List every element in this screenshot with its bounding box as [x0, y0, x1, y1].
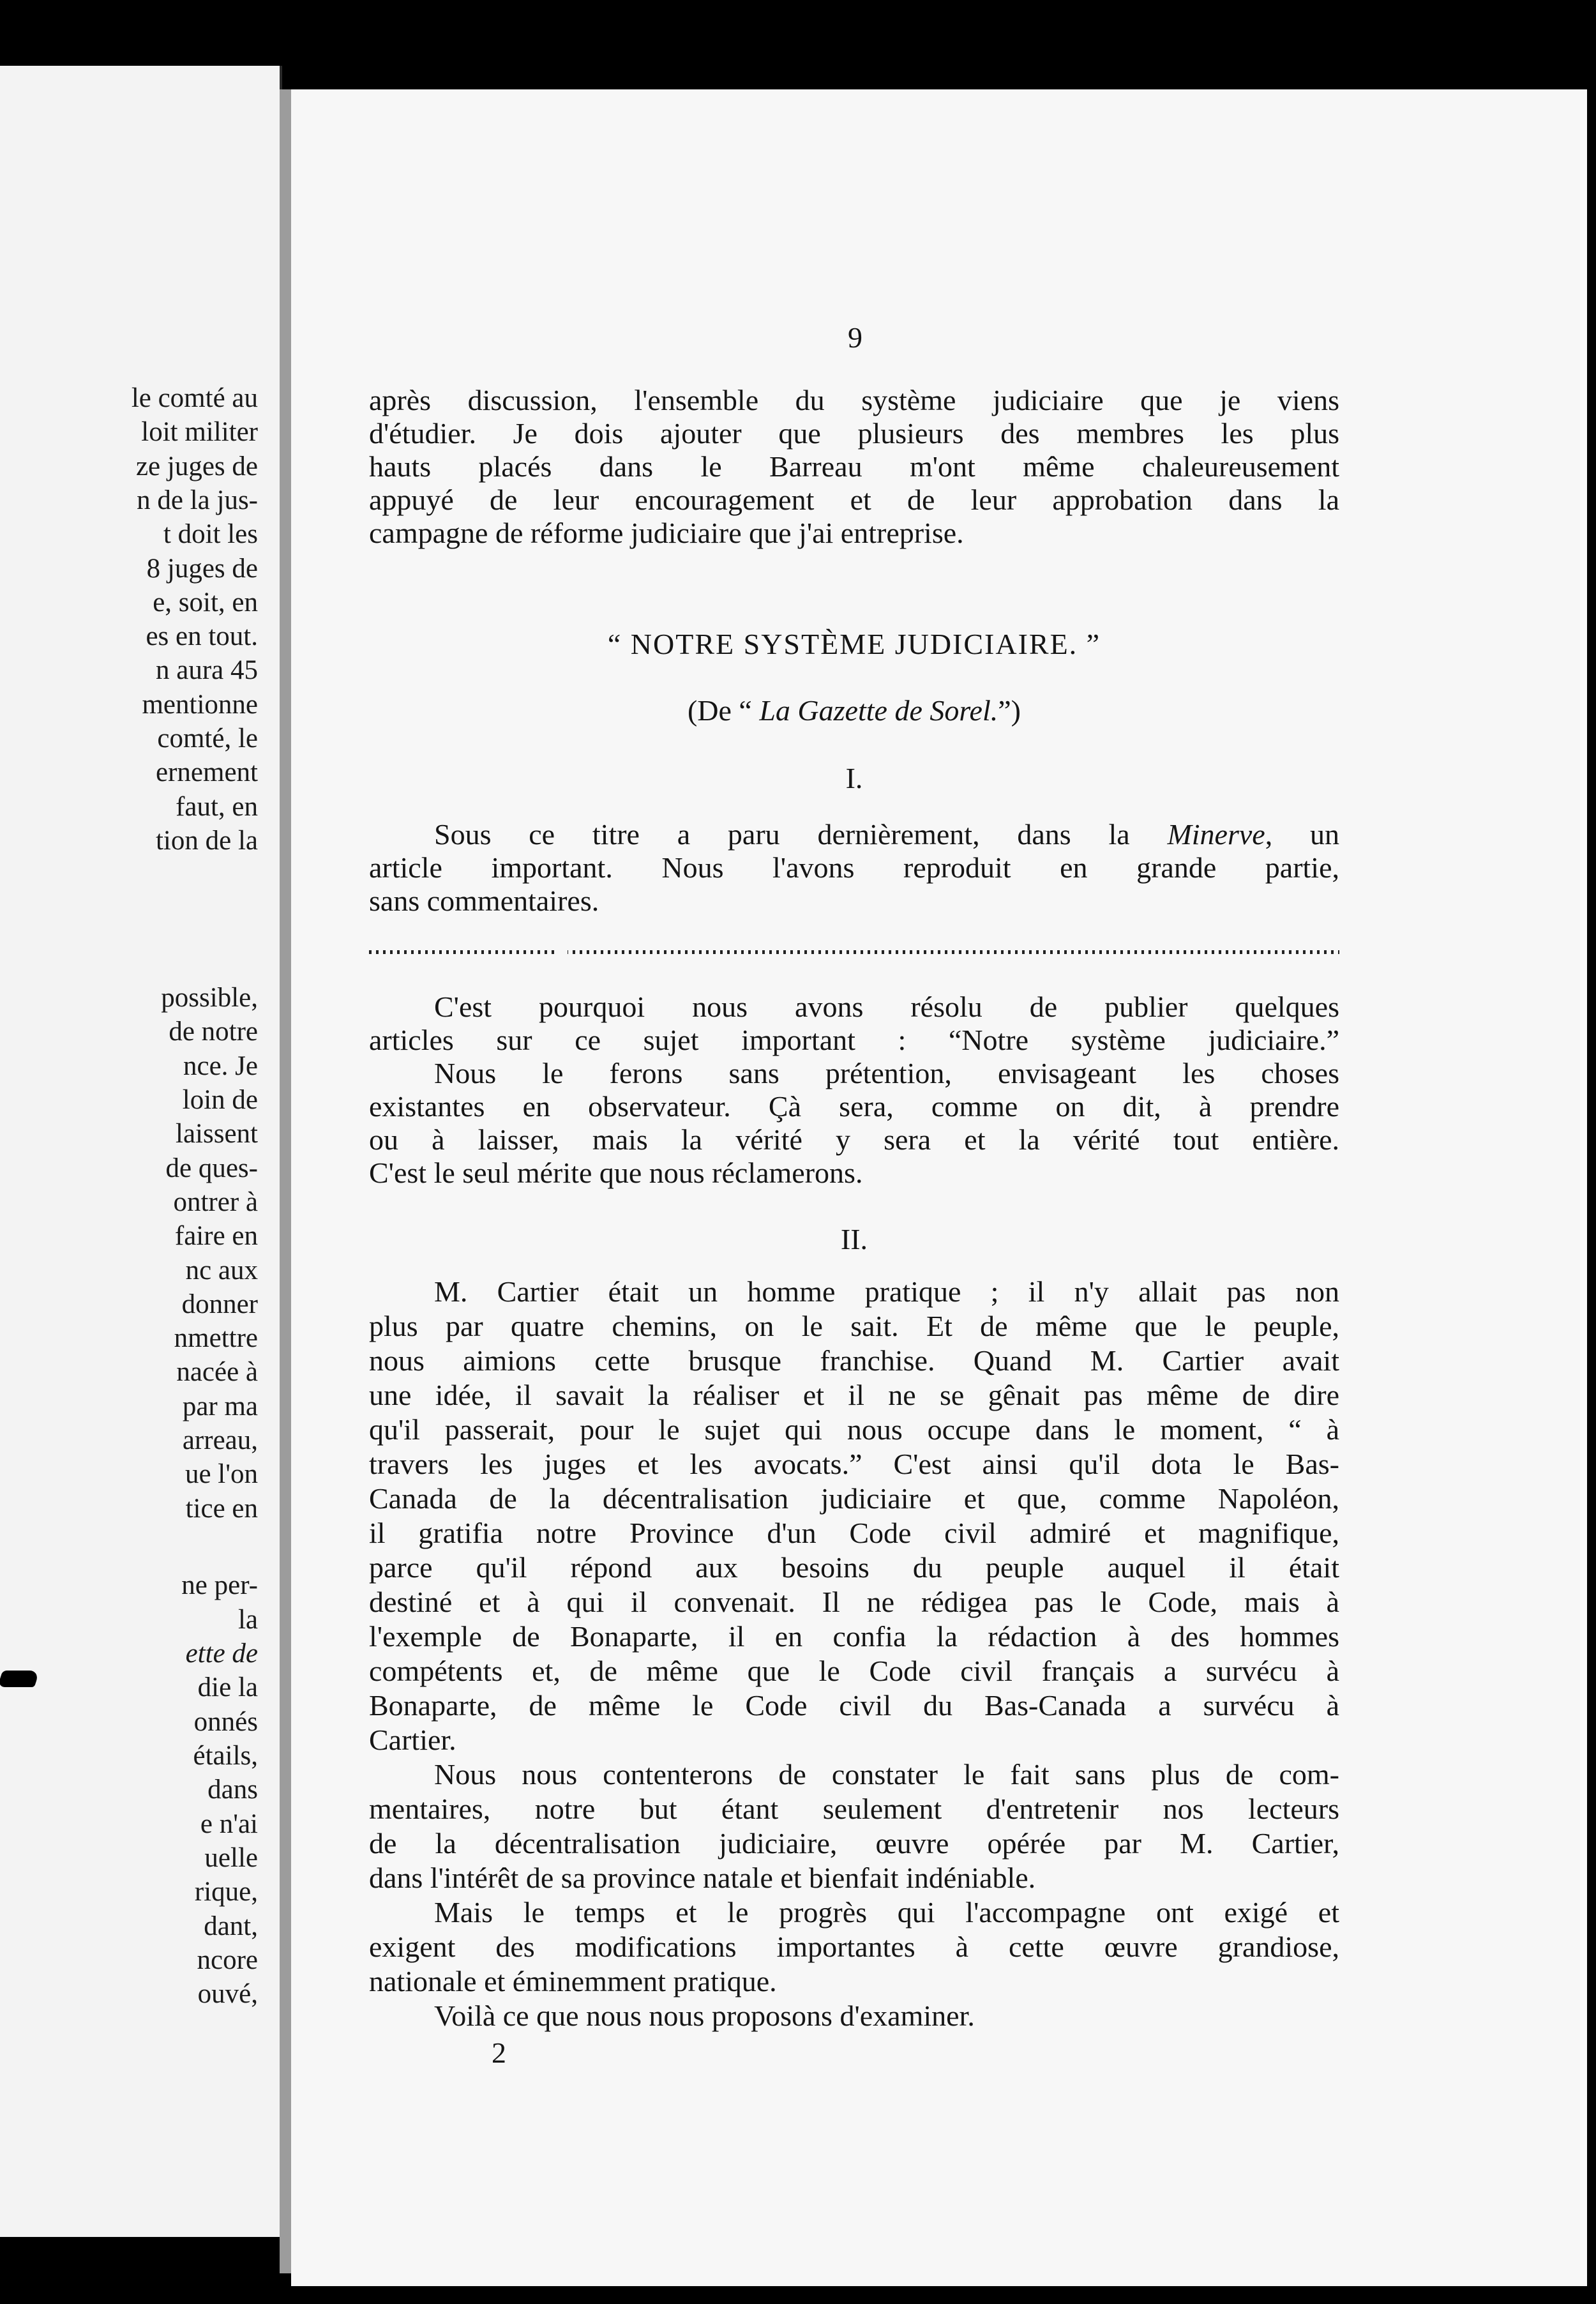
intro-line: d'étudier. Je dois ajouter que plusieurs des membres les plus	[369, 417, 1339, 450]
ink-blot-mark	[0, 1671, 40, 1687]
left-page-fragment: nacée à	[176, 1357, 258, 1387]
left-page-fragment: loin de	[182, 1085, 258, 1115]
section-2-line: Voilà ce que nous nous proposons d'examiner.	[434, 1999, 975, 2032]
left-page-fragment: comté, le	[157, 724, 258, 754]
left-page-fragment: faire en	[174, 1221, 258, 1251]
section-2-line: nationale et éminemment pratique.	[369, 1965, 777, 1997]
left-page-fragment: e n'ai	[200, 1809, 258, 1839]
left-page-fragment: onnés	[193, 1707, 258, 1737]
left-page-fragment: t doit les	[163, 519, 258, 549]
left-page-fragment: ontrer à	[173, 1187, 258, 1217]
left-page-fragment: loit militer	[141, 417, 258, 447]
left-page-fragment: ze juges de	[135, 451, 258, 481]
section-1-line: article important. Nous l'avons reproduit en grande partie,	[369, 851, 1339, 884]
intro-line: campagne de réforme judiciaire que j'ai entreprise.	[369, 517, 964, 549]
left-page-fragment: ernement	[156, 757, 258, 787]
left-page-fragment: possible,	[161, 983, 258, 1013]
left-page-fragment: arreau,	[182, 1425, 258, 1455]
left-page-fragment: dant,	[204, 1911, 258, 1941]
section-1b-line: C'est le seul mérite que nous réclamerons.	[369, 1156, 863, 1189]
left-page-fragment: donner	[181, 1289, 258, 1319]
left-page-fragment: le comté au	[131, 383, 258, 413]
left-page-fragment: dans	[207, 1775, 258, 1805]
section-2-line: compétents et, de même que le Code civil français a survécu à	[369, 1655, 1339, 1687]
source-name: La Gazette de Sorel.	[759, 694, 998, 727]
section-2-line: destiné et à qui il convenait. Il ne rédigea pas le Code, mais à	[369, 1586, 1339, 1618]
section-2-line: exigent des modifications importantes à cette œuvre grandiose,	[369, 1930, 1339, 1963]
section-2-line: nous aimions cette brusque franchise. Quand M. Cartier avait	[369, 1344, 1339, 1377]
left-page-fragment: ue l'on	[184, 1459, 258, 1489]
section-2-line: M. Cartier était un homme pratique ; il n'y allait pas non	[434, 1275, 1339, 1308]
article-title: “ NOTRE SYSTÈME JUDICIAIRE. ”	[607, 628, 1101, 660]
left-page-fragment: ne per-	[181, 1570, 258, 1600]
section-2-line: mentaires, notre but étant seulement d'entretenir nos lecteurs	[369, 1792, 1339, 1825]
left-page-fragment: n de la jus-	[137, 485, 258, 515]
left-page-fragment: étails,	[193, 1741, 258, 1771]
section-heading-2: II.	[840, 1223, 868, 1255]
section-heading-1: I.	[845, 762, 863, 794]
left-page-fragment: de notre	[169, 1017, 258, 1047]
left-page-fragment: par ma	[182, 1391, 258, 1421]
article-source: (De “ La Gazette de Sorel.”)	[687, 694, 1021, 727]
left-page-fragment: tice en	[185, 1494, 258, 1524]
journal-name: Minerve	[1167, 818, 1265, 851]
intro-line: après discussion, l'ensemble du système judiciaire que je viens	[369, 384, 1339, 416]
left-page-fragment: nce. Je	[183, 1051, 258, 1081]
section-2-line: Bonaparte, de même le Code civil du Bas-Canada a survécu à	[369, 1689, 1339, 1722]
section-1b-line: C'est pourquoi nous avons résolu de publier quelques	[434, 990, 1339, 1023]
intro-line: appuyé de leur encouragement et de leur approbation dans la	[369, 483, 1339, 516]
left-page-fragment: n aura 45	[156, 655, 258, 685]
left-page-fragment: tion de la	[155, 826, 258, 856]
omission-dots-gap	[557, 945, 568, 955]
left-facing-page	[0, 66, 282, 2237]
left-page-fragment: 8 juges de	[146, 554, 258, 584]
section-1b-line: existantes en observateur. Çà sera, comme on dit, à prendre	[369, 1090, 1339, 1123]
section-2-line: travers les juges et les avocats.” C'est ainsi qu'il dota le Bas-	[369, 1448, 1339, 1480]
section-2-line: de la décentralisation judiciaire, œuvre opérée par M. Cartier,	[369, 1827, 1339, 1860]
left-page-fragment: la	[237, 1605, 258, 1635]
left-page-fragment: uelle	[204, 1843, 258, 1873]
left-page-fragment: laissent	[176, 1119, 258, 1149]
page-number: 9	[848, 321, 862, 354]
section-2-line: qu'il passerait, pour le sujet qui nous occupe dans le moment, “ à	[369, 1413, 1339, 1446]
signature-mark: 2	[492, 2036, 506, 2069]
section-2-line: plus par quatre chemins, on le sait. Et de même que le peuple,	[369, 1310, 1339, 1342]
left-page-fragment: rique,	[194, 1877, 258, 1907]
omission-dots	[369, 950, 1339, 954]
section-2-line: Mais le temps et le progrès qui l'accompagne ont exigé et	[434, 1896, 1339, 1929]
left-page-fragment: nmettre	[174, 1323, 258, 1353]
left-page-fragment: ouvé,	[197, 1979, 258, 2009]
intro-line: hauts placés dans le Barreau m'ont même chaleureusement	[369, 450, 1339, 483]
left-page-fragment: e, soit, en	[153, 587, 258, 618]
left-page-fragment: mentionne	[142, 690, 258, 720]
left-page-fragment: de ques-	[165, 1153, 258, 1183]
left-page-fragment: faut, en	[176, 792, 258, 822]
left-page-fragment: ette de	[185, 1639, 258, 1669]
section-2-line: il gratifia notre Province d'un Code civil admiré et magnifique,	[369, 1517, 1339, 1549]
left-page-fragment: ncore	[197, 1945, 258, 1975]
section-2-line: Cartier.	[369, 1724, 456, 1756]
section-1b-line: articles sur ce sujet important : “Notre système judiciaire.”	[369, 1024, 1339, 1056]
left-page-fragment: die la	[197, 1672, 258, 1702]
left-page-fragment: es en tout.	[146, 621, 258, 651]
section-1b-line: ou à laisser, mais la vérité y sera et la vérité tout entière.	[369, 1123, 1339, 1156]
section-2-line: parce qu'il répond aux besoins du peuple auquel il était	[369, 1551, 1339, 1584]
left-page-fragment: nc aux	[185, 1255, 258, 1285]
section-2-line: Canada de la décentralisation judiciaire et que, comme Napoléon,	[369, 1482, 1339, 1515]
section-2-line: l'exemple de Bonaparte, il en confia la rédaction à des hommes	[369, 1620, 1339, 1653]
section-1-line: Sous ce titre a paru dernièrement, dans la Minerve, un	[434, 818, 1339, 851]
section-1-line: sans commentaires.	[369, 884, 599, 917]
section-2-line: Nous nous contenterons de constater le fait sans plus de com-	[434, 1758, 1339, 1791]
section-2-line: dans l'intérêt de sa province natale et bienfait indéniable.	[369, 1861, 1036, 1894]
section-2-line: une idée, il savait la réaliser et il ne se gênait pas même de dire	[369, 1379, 1339, 1411]
section-1b-line: Nous le ferons sans prétention, envisageant les choses	[434, 1057, 1339, 1089]
